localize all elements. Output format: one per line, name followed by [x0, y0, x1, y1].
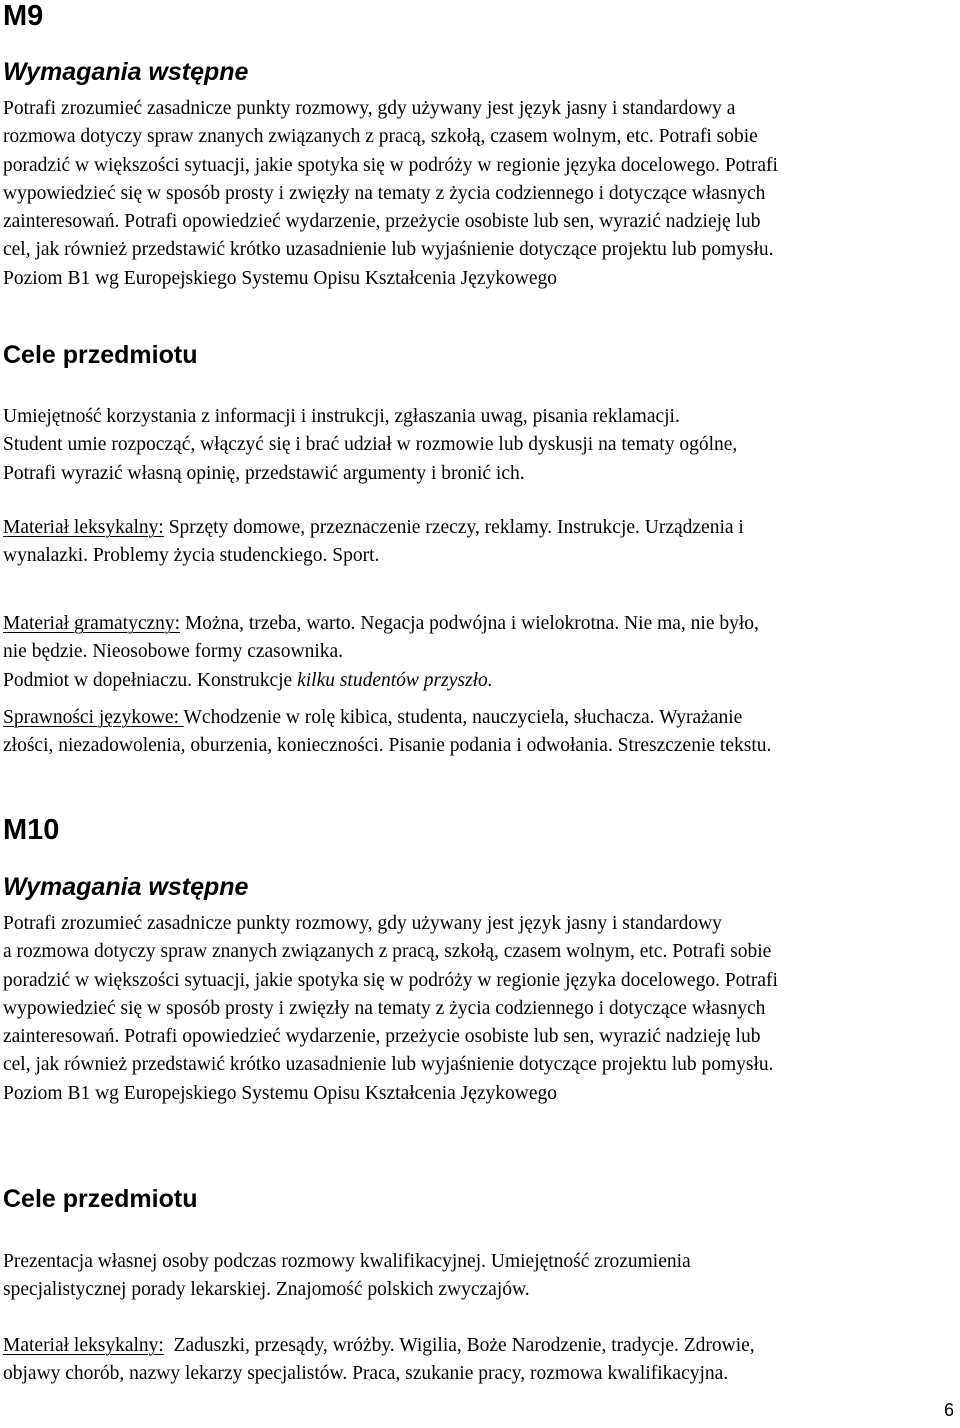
- language-skills-m9: [3, 704, 958, 761]
- lexical-label: Materiał leksykalny:: [3, 517, 164, 538]
- skills-label: Sprawności językowe:: [3, 707, 184, 728]
- text-line: Potrafi wyrazić własną opinię, przedstawić argumenty i bronić ich.: [3, 462, 525, 484]
- lexical-material-m10: [3, 1332, 958, 1389]
- text-line: rozmowa dotyczy spraw znanych związanych z pracą, szkołą, czasem wolnym, etc. Potrafi sobie: [3, 126, 758, 148]
- text-line: nie będzie. Nieosobowe formy czasownika.: [3, 641, 344, 663]
- goals-text-m9: [3, 403, 958, 488]
- text-line: Prezentacja własnej osoby podczas rozmowy kwalifikacyjnej. Umiejętność zrozumienia: [3, 1251, 691, 1272]
- text-line: specjalistycznej porady lekarskiej. Znajomość polskich zwyczajów.: [3, 1279, 530, 1301]
- grammar-text-plain: Podmiot w dopełniaczu. Konstrukcje: [3, 669, 298, 691]
- text-line: złości, niezadowolenia, oburzenia, konieczności. Pisanie podania i odwołania. Streszczenie tekstu.: [3, 735, 772, 757]
- lexical-material-m9: [3, 514, 958, 571]
- text-line: zainteresowań. Potrafi opowiedzieć wydarzenie, przeżycie osobiste lub sen, wyrazić nadzieję lub: [3, 1026, 761, 1048]
- grammar-material-m9: [3, 610, 958, 695]
- text-line: Student umie rozpocząć, włączyć się i brać udział w rozmowie lub dyskusji na tematy ogólne,: [3, 434, 738, 456]
- text-line: cel, jak również przedstawić krótko uzasadnienie lub wyjaśnienie dotyczące projektu lub pomysłu.: [3, 1054, 774, 1076]
- skills-text: Wchodzenie w rolę kibica, studenta, nauczyciela, słuchacza. Wyrażanie: [183, 707, 743, 728]
- requirements-text-m9: [3, 95, 958, 293]
- text-line: objawy chorób, nazwy lekarzy specjalistów. Praca, szukanie pracy, rozmowa kwalifikacyjna.: [3, 1363, 729, 1385]
- text-line: [3, 514, 958, 542]
- text-line: [3, 1332, 958, 1360]
- text-line: Poziom B1 wg Europejskiego Systemu Opisu Kształcenia Językowego: [3, 267, 558, 289]
- requirements-heading-m9: Wymagania wstępne: [3, 58, 249, 86]
- text-line: cel, jak również przedstawić krótko uzasadnienie lub wyjaśnienie dotyczące projektu lub pomysłu.: [3, 239, 774, 261]
- grammar-label-part2: gramatyczny:: [73, 613, 181, 634]
- text-line: Poziom B1 wg Europejskiego Systemu Opisu Kształcenia Językowego: [3, 1082, 558, 1104]
- text-line: wypowiedzieć się w sposób prosty i zwięzły na tematy z życia codziennego i dotyczące własnych: [3, 997, 766, 1019]
- lexical-label: Materiał leksykalny:: [3, 1335, 164, 1356]
- text-line: poradzić w większości sytuacji, jakie spotyka się w podróży w regionie języka docelowego. Potrafi: [3, 969, 778, 991]
- goals-text-m10: [3, 1248, 958, 1305]
- text-line: a rozmowa dotyczy spraw znanych związanych z pracą, szkołą, czasem wolnym, etc. Potrafi sobie: [3, 941, 772, 963]
- goals-heading-m9: Cele przedmiotu: [3, 341, 198, 369]
- text-line: Umiejętność korzystania z informacji i instrukcji, zgłaszania uwag, pisania reklamacji.: [3, 406, 680, 427]
- text-line: [3, 610, 958, 638]
- text-line: [3, 704, 958, 732]
- text-line: zainteresowań. Potrafi opowiedzieć wydarzenie, przeżycie osobiste lub sen, wyrazić nadzieję lub: [3, 211, 761, 233]
- page-number: 6: [943, 1400, 954, 1420]
- grammar-label-part1: Materiał: [3, 613, 74, 634]
- text-line: [3, 667, 958, 695]
- text-line: Potrafi zrozumieć zasadnicze punkty rozmowy, gdy używany jest język jasny i standardowy: [3, 913, 722, 934]
- text-line: Potrafi zrozumieć zasadnicze punkty rozmowy, gdy używany jest język jasny i standardowy a: [3, 98, 736, 119]
- lexical-text: Sprzęty domowe, przeznaczenie rzeczy, reklamy. Instrukcje. Urządzenia i: [163, 517, 744, 538]
- module-code-m9: M9: [3, 0, 44, 32]
- grammar-text: Można, trzeba, warto. Negacja podwójna i wielokrotna. Nie ma, nie było,: [180, 613, 759, 634]
- lexical-text: Zaduszki, przesądy, wróżby. Wigilia, Boże Narodzenie, tradycje. Zdrowie,: [163, 1335, 755, 1356]
- requirements-text-m10: [3, 910, 958, 1108]
- text-line: poradzić w większości sytuacji, jakie spotyka się w podróży w regionie języka docelowego. Potrafi: [3, 154, 778, 176]
- module-code-m10: M10: [3, 814, 60, 846]
- text-line: wypowiedzieć się w sposób prosty i zwięzły na tematy z życia codziennego i dotyczące własnych: [3, 182, 766, 204]
- goals-heading-m10: Cele przedmiotu: [3, 1185, 198, 1213]
- grammar-example-italic: kilku studentów przyszło.: [297, 669, 493, 691]
- requirements-heading-m10: Wymagania wstępne: [3, 873, 249, 901]
- text-line: wynalazki. Problemy życia studenckiego. Sport.: [3, 545, 380, 567]
